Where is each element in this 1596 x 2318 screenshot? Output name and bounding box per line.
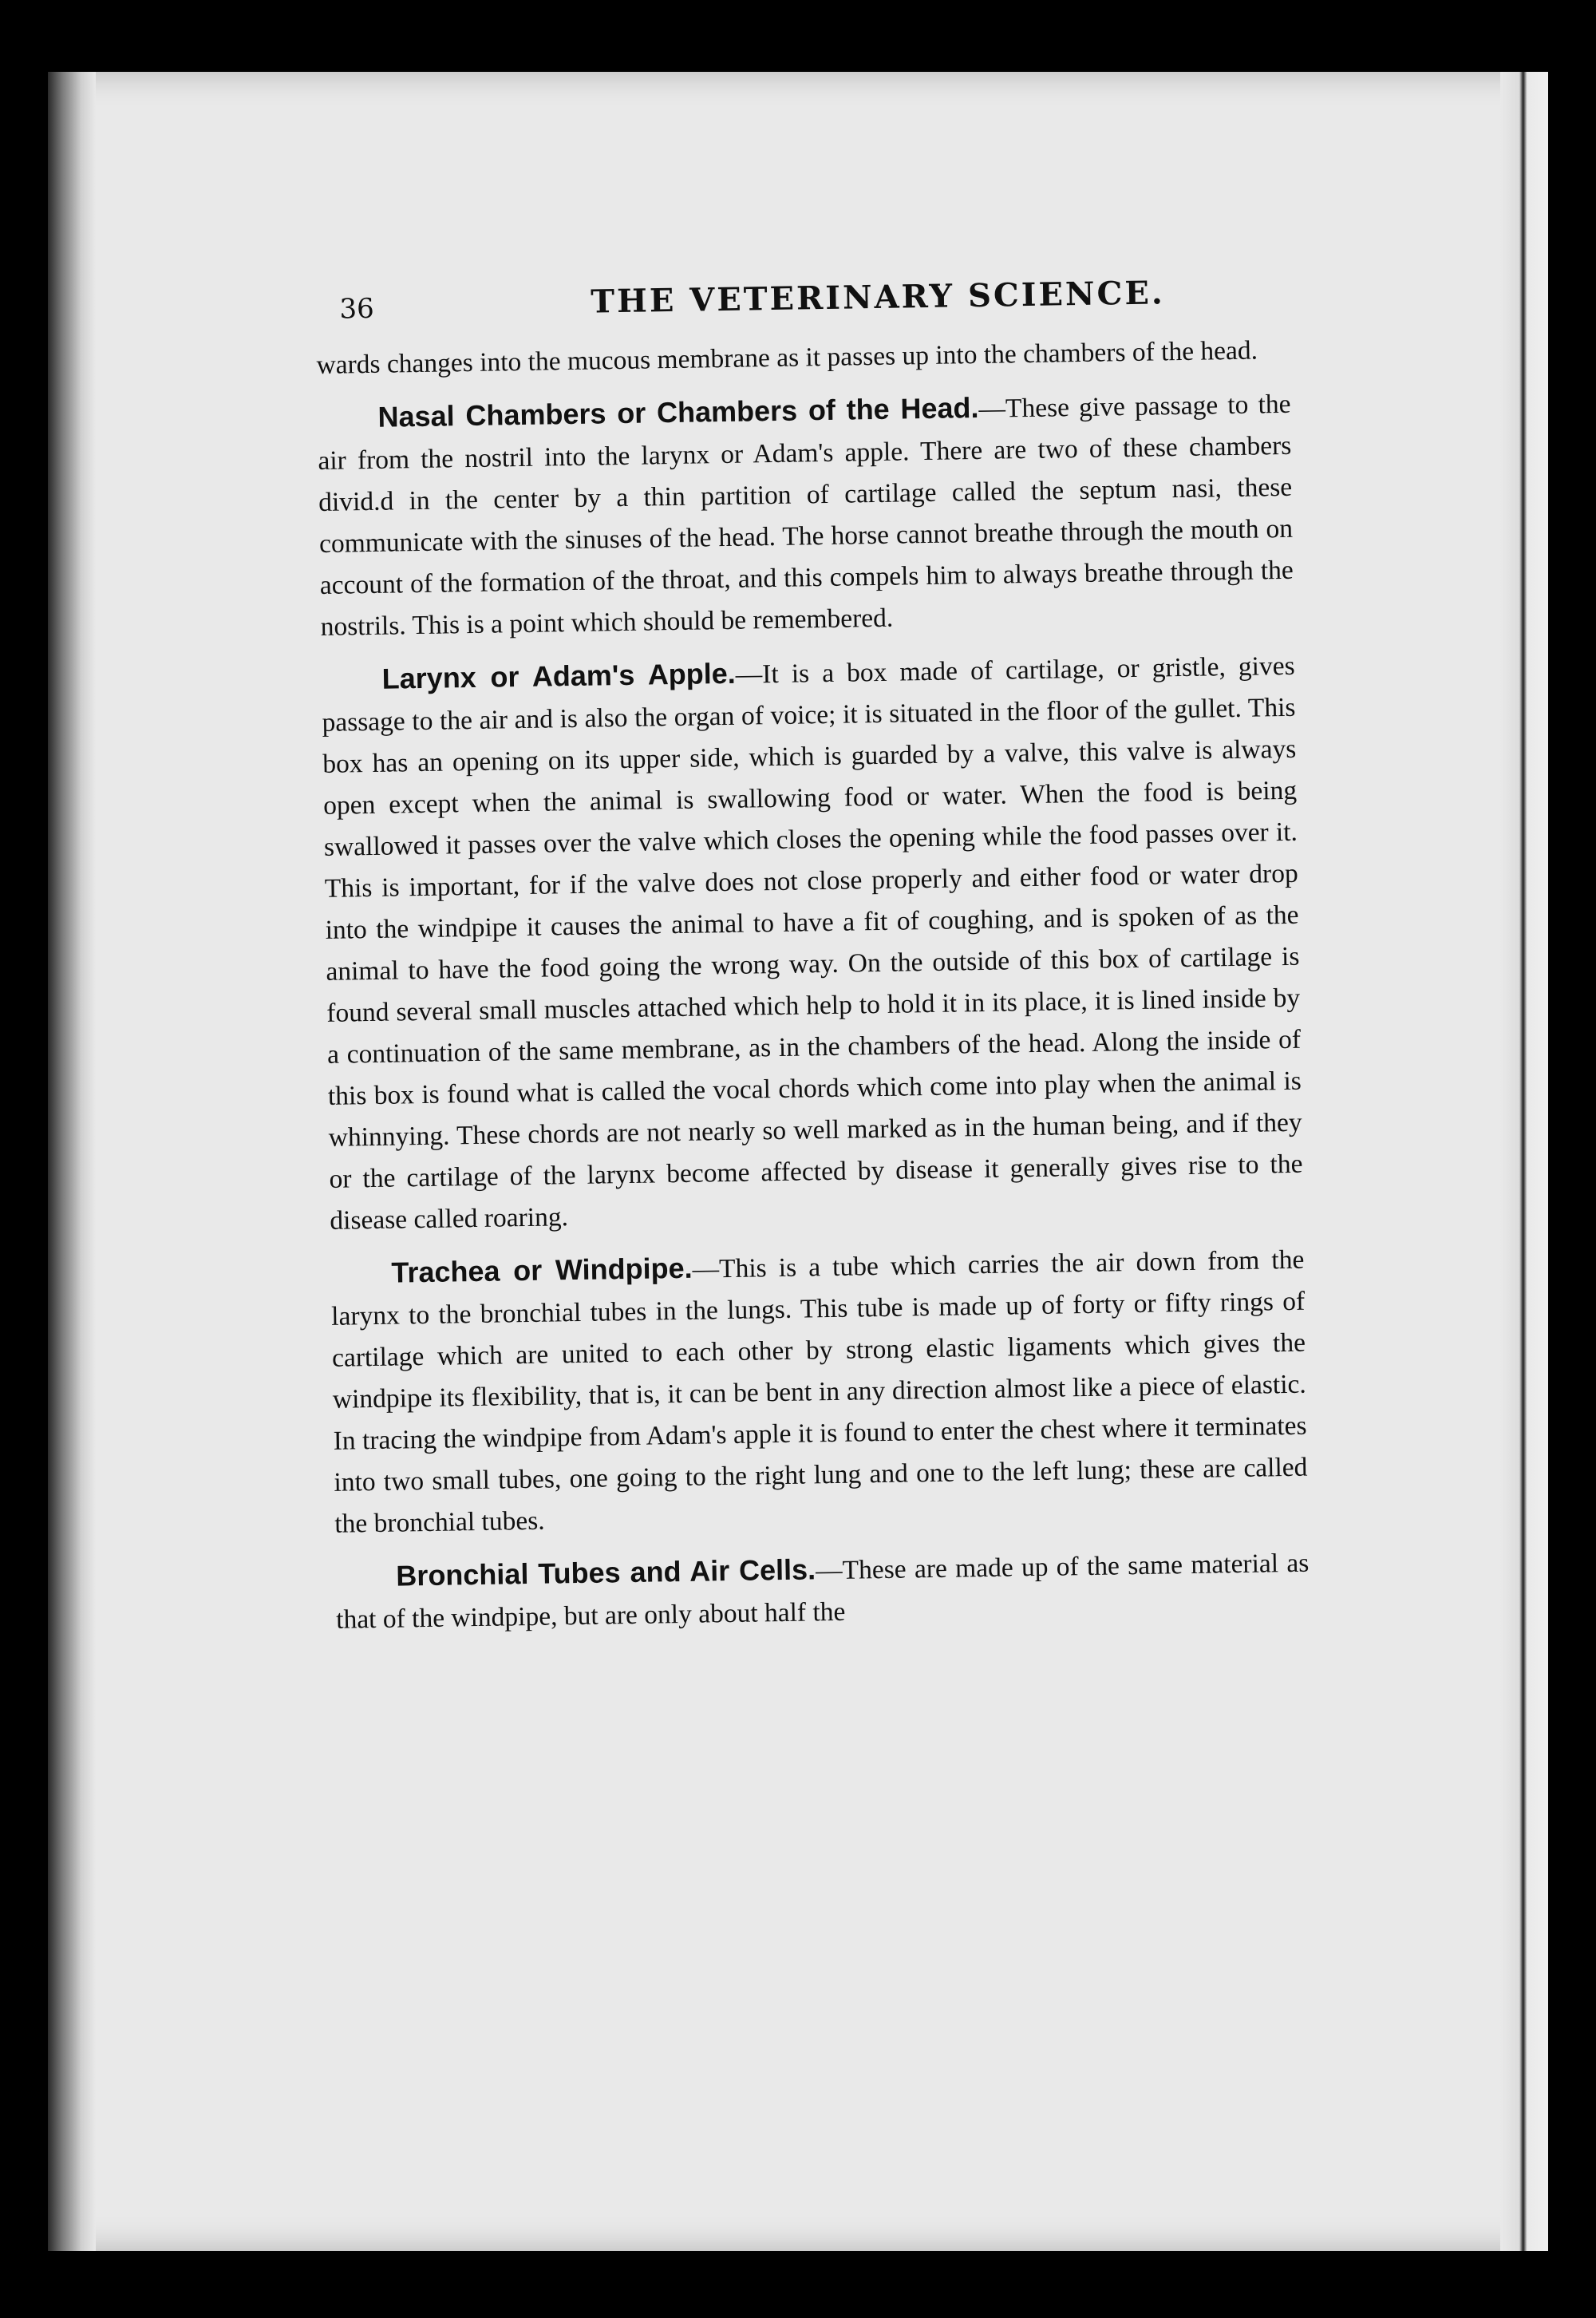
next-page-edge: [1500, 72, 1548, 2251]
running-title: THE VETERINARY SCIENCE.: [590, 274, 1166, 321]
paragraph-text: —These give passage to the air from the nostril into the larynx or Adam's apple. There are two of these chambers divid.d in the center by a thin partition of cartilage called the septum nasi, these communicate with the sinuses of the head. The horse cannot breathe through the mouth on account of the formation of the throat, and this compels him to always breathe through the nostrils. This is a point which should be remembered.: [318, 389, 1294, 642]
page-number: 36: [339, 292, 375, 326]
paragraph-text: —This is a tube which carries the air down from the larynx to the bronchial tubes in the lungs. This tube is made up of forty or fifty rings of cartilage which are united to each other by strong elastic ligaments which gives the windpipe its flexibility, that is, it can be bent in any direction almost like a piece of elastic. In tracing the windpipe from Adam's apple it is found to enter the chest where it terminates into two small tubes, one going to the right lung and one to the left lung; these are called the bronchial tubes.: [330, 1244, 1308, 1539]
paragraph-larynx: [321, 644, 1303, 1242]
paragraph-trachea: [330, 1238, 1309, 1545]
paragraph-bronchial-tubes: [335, 1541, 1310, 1641]
section-heading: Bronchial Tubes and Air Cells.: [396, 1553, 816, 1592]
paragraph-nasal-chambers: [317, 382, 1294, 648]
book-binding-shadow: [48, 72, 96, 2251]
paragraph-text: wards changes into the mucous membrane as it passes up into the chambers of the head.: [316, 335, 1258, 380]
paragraph-text: —These are made up of the same material as that of the windpipe, but are only about half the: [335, 1548, 1310, 1635]
paragraph-text: —It is a box made of cartilage, or gristle, gives passage to the air and is also the organ of voice; it is situated in the floor of the gullet. This box has an opening on its upper side, which is guarded by a valve, this valve is always open except when the animal is swallowing food or water. When the food is being swallowed it passes over the valve which closes the opening while the food passes over it. This is important, for if the valve does not close properly and either food or water drop into the windpipe it causes the animal to have a fit of coughing, and is spoken of as the animal to have the food going the wrong way. On the outside of this box of cartilage is found several small muscles attached which help to hold it in its place, it is lined inside by a continuation of the same membrane, as in the chambers of the head. Along the inside of this box is found what is called the vocal chords which come into play when the animal is whinnying. These chords are not nearly so well marked as in the human being, and if they or the cartilage of the larynx become affected by disease it generally gives rise to the disease called roaring.: [322, 651, 1303, 1236]
section-heading: Trachea or Windpipe.: [391, 1251, 693, 1289]
page-text-block: [315, 272, 1310, 1652]
section-heading: Nasal Chambers or Chambers of the Head.: [377, 390, 979, 433]
section-heading: Larynx or Adam's Apple.: [381, 656, 737, 695]
